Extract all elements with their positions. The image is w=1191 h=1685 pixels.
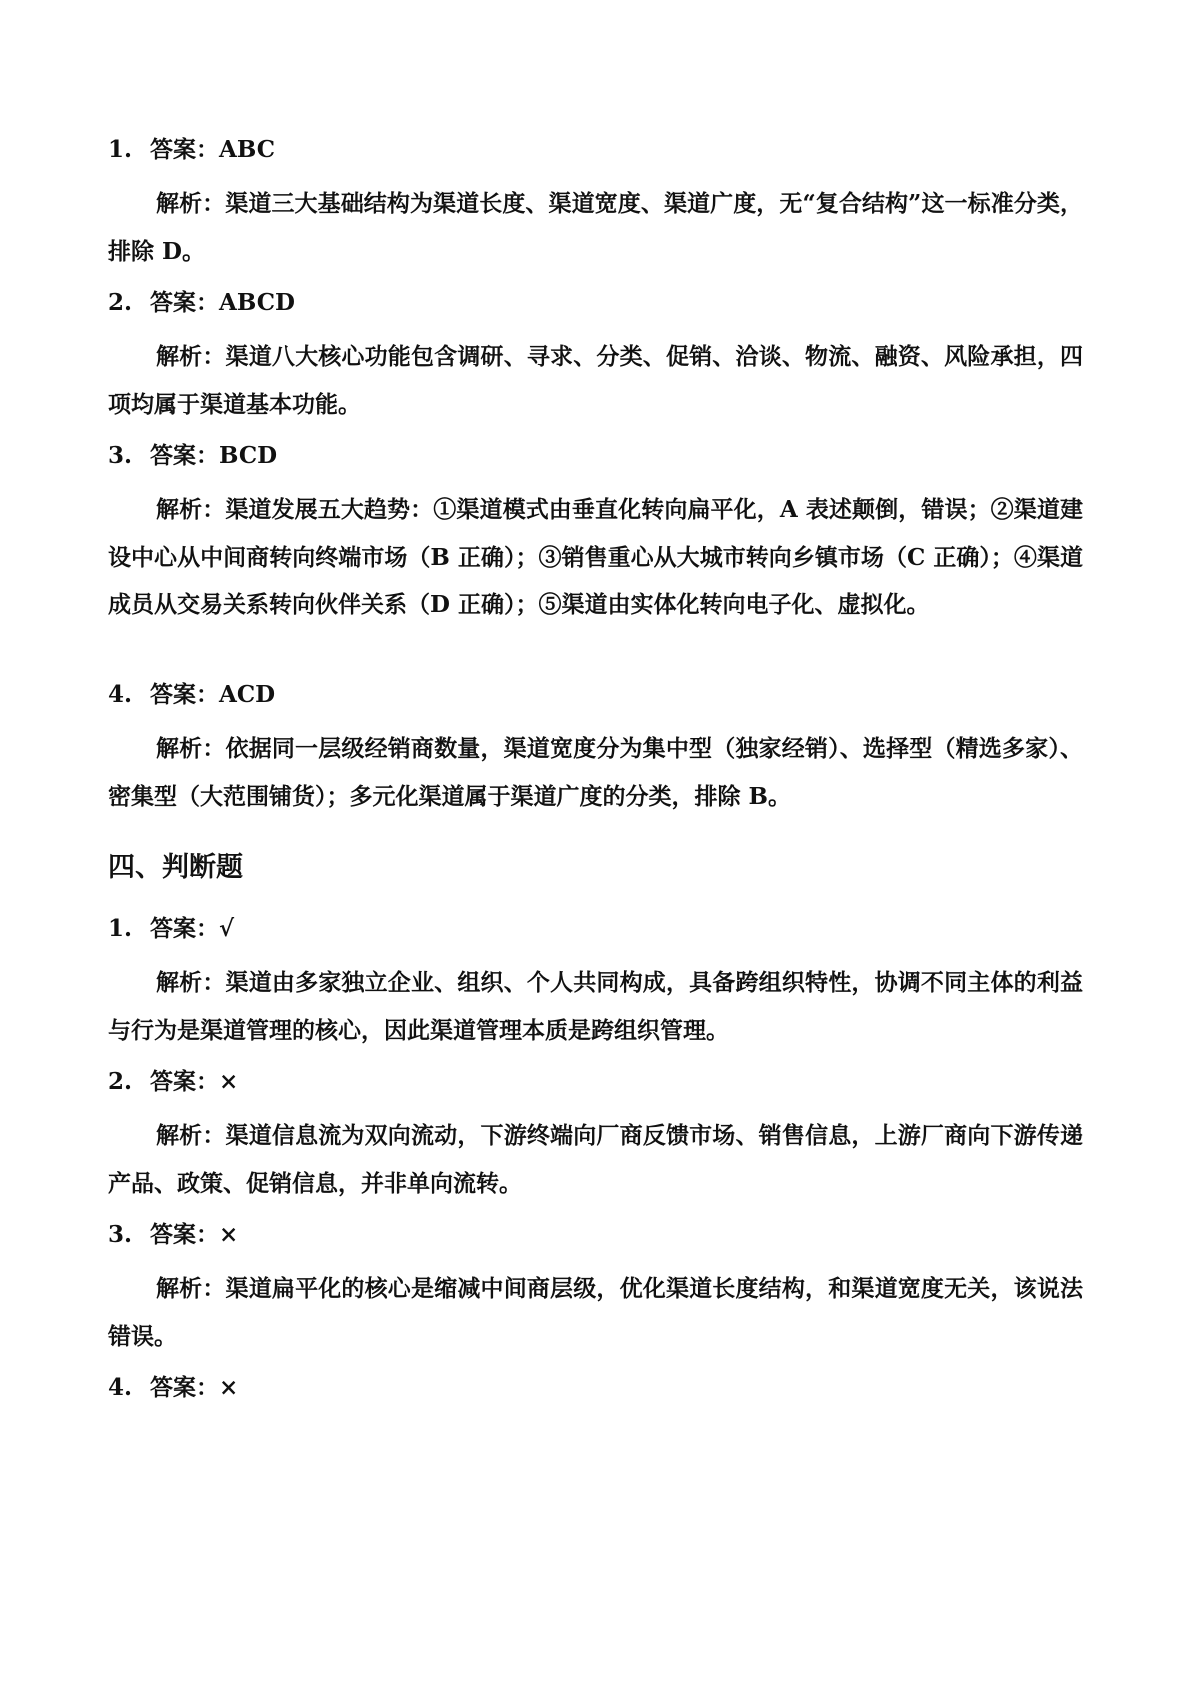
answer-text: 答案：× — [150, 1221, 239, 1248]
explanation-text: 解析：渠道八大核心功能包含调研、寻求、分类、促销、洽谈、物流、融资、风险承担，四项均属于渠道基本功能。 — [108, 343, 1083, 418]
question-number: 1. — [108, 136, 133, 163]
answer-line — [108, 914, 234, 944]
explanation-text: 解析：渠道发展五大趋势：①渠道模式由垂直化转向扁平化，A 表述颠倒，错误；②渠道建设中心从中间商转向终端市场（B 正确）；③销售重心从大城市转向乡镇市场（C 正确）；④渠道成员从交易关系转向伙伴关系（D 正确）；⑤渠道由实体化转向电子化、虚拟化。 — [108, 496, 1083, 618]
answer-line — [108, 1067, 238, 1097]
answer-text: 答案：× — [150, 1068, 239, 1095]
explanation-text: 解析：渠道扁平化的核心是缩减中间商层级，优化渠道长度结构，和渠道宽度无关，该说法错误。 — [108, 1275, 1083, 1350]
question-number: 2. — [108, 289, 133, 316]
explanation-text: 解析：渠道信息流为双向流动，下游终端向厂商反馈市场、销售信息，上游厂商向下游传递产品、政策、促销信息，并非单向流转。 — [108, 1122, 1083, 1197]
section-heading: 四、判断题 — [108, 852, 243, 883]
explanation-text: 解析：渠道由多家独立企业、组织、个人共同构成，具备跨组织特性，协调不同主体的利益与行为是渠道管理的核心，因此渠道管理本质是跨组织管理。 — [108, 969, 1083, 1044]
question-number: 3. — [108, 442, 133, 469]
answer-text: 答案：ABCD — [150, 289, 295, 316]
answer-text: 答案：√ — [150, 915, 235, 942]
answer-text: 答案：ACD — [150, 681, 276, 708]
answer-text: 答案：ABC — [150, 136, 276, 163]
question-number: 2. — [108, 1068, 133, 1095]
answer-line — [108, 288, 295, 318]
answer-line — [108, 1373, 238, 1403]
answer-line — [108, 680, 275, 710]
answer-line — [108, 1220, 238, 1250]
answer-text: 答案：× — [150, 1374, 239, 1401]
question-number: 4. — [108, 1374, 133, 1401]
answer-line — [108, 135, 275, 165]
explanation-text: 解析：依据同一层级经销商数量，渠道宽度分为集中型（独家经销）、选择型（精选多家）、密集型（大范围铺货）；多元化渠道属于渠道广度的分类，排除 B。 — [108, 735, 1083, 810]
answer-text: 答案：BCD — [150, 442, 278, 469]
question-number: 4. — [108, 681, 133, 708]
question-number: 1. — [108, 915, 133, 942]
question-number: 3. — [108, 1221, 133, 1248]
answer-line — [108, 441, 277, 471]
explanation-text: 解析：渠道三大基础结构为渠道长度、渠道宽度、渠道广度，无“复合结构”这一标准分类，排除 D。 — [108, 190, 1083, 265]
